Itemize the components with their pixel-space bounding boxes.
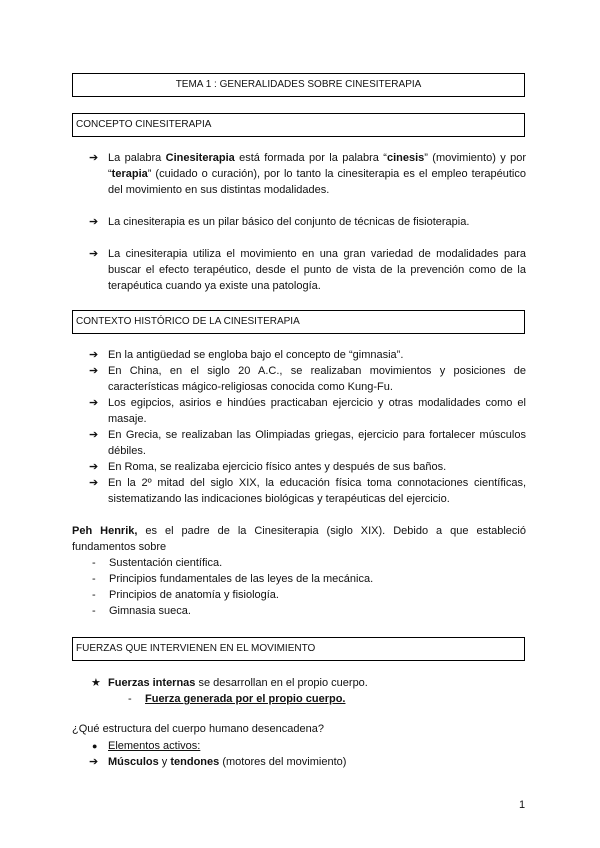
concepto-paragraph-3: La cinesiterapia utiliza el movimiento en una gran variedad de modalidades para buscar el efecto terapéutico, desde el punto de vista de la prevención como de la terapéutica cuando ya existe una patología. — [108, 248, 526, 292]
contexto-item: En la 2º mitad del siglo XIX, la educación física toma connotaciones científicas, sistematizando las indicaciones biológicas y terapéuticas del ejercicio. — [108, 477, 526, 505]
arrow-bullet-icon: ➔ — [89, 152, 99, 164]
section-heading-concepto: CONCEPTO CINESITERAPIA — [72, 113, 525, 137]
contexto-item: En la antigüedad se engloba bajo el concepto de “gimnasia”. — [108, 349, 404, 361]
page-number: 1 — [519, 799, 526, 811]
dash-bullet: - — [92, 605, 96, 617]
fuerza-generada-subitem: Fuerza generada por el propio cuerpo. — [145, 693, 346, 705]
document-title: TEMA 1 : GENERALIDADES SOBRE CINESITERAPIA — [72, 73, 525, 97]
fundamento-item: Principios fundamentales de las leyes de la mecánica. — [109, 573, 374, 585]
arrow-bullet-icon: ➔ — [89, 429, 99, 441]
arrow-bullet-icon: ➔ — [89, 397, 99, 409]
estructura-question: ¿Qué estructura del cuerpo humano desencadena? — [72, 723, 324, 735]
fundamento-item: Sustentación científica. — [109, 557, 223, 569]
contexto-item: Los egipcios, asirios e hindúes practicaban ejercicio y otras modalidades como el masaje. — [108, 397, 526, 425]
contexto-item: En China, en el siglo 20 A.C., se realizaban movimientos y posiciones de características mágico-religiosas conocida como Kung-Fu. — [108, 365, 526, 393]
arrow-bullet-icon: ➔ — [89, 756, 99, 768]
fundamento-item: Gimnasia sueca. — [109, 605, 191, 617]
dash-bullet: - — [128, 693, 132, 705]
concepto-paragraph-2: La cinesiterapia es un pilar básico del conjunto de técnicas de fisioterapia. — [108, 216, 470, 228]
arrow-bullet-icon: ➔ — [89, 216, 99, 228]
musculos-tendones-item: Músculos y tendones (motores del movimiento) — [108, 756, 347, 768]
dot-bullet-icon: ● — [92, 741, 98, 751]
arrow-bullet-icon: ➔ — [89, 349, 99, 361]
contexto-item: En Grecia, se realizaban las Olimpiadas griegas, ejercicio para fortalecer músculos débiles. — [108, 429, 526, 457]
fundamento-item: Principios de anatomía y fisiología. — [109, 589, 279, 601]
section-heading-fuerzas: FUERZAS QUE INTERVIENEN EN EL MOVIMIENTO — [72, 637, 525, 661]
fuerzas-internas-item: Fuerzas internas se desarrollan en el propio cuerpo. — [108, 677, 368, 689]
dash-bullet: - — [92, 589, 96, 601]
elementos-activos-label: Elementos activos: — [108, 740, 201, 752]
arrow-bullet-icon: ➔ — [89, 248, 99, 260]
contexto-item: En Roma, se realizaba ejercicio físico antes y después de sus baños. — [108, 461, 447, 473]
dash-bullet: - — [92, 573, 96, 585]
arrow-bullet-icon: ➔ — [89, 461, 99, 473]
arrow-bullet-icon: ➔ — [89, 477, 99, 489]
dash-bullet: - — [92, 557, 96, 569]
arrow-bullet-icon: ➔ — [89, 365, 99, 377]
concepto-paragraph-1: La palabra Cinesiterapia está formada por la palabra “cinesis” (movimiento) y por “terapia” (cuidado o curación), por lo tanto la cinesiterapia es el empleo terapéutico del movimiento en sus distintas modalidades. — [108, 152, 526, 196]
peh-henrik-paragraph: Peh Henrik, es el padre de la Cinesiterapia (siglo XIX). Debido a que estableció fundamentos sobre — [72, 525, 526, 553]
section-heading-contexto: CONTEXTO HISTÓRICO DE LA CINESITERAPIA — [72, 310, 525, 334]
star-bullet-icon: ★ — [91, 677, 101, 689]
